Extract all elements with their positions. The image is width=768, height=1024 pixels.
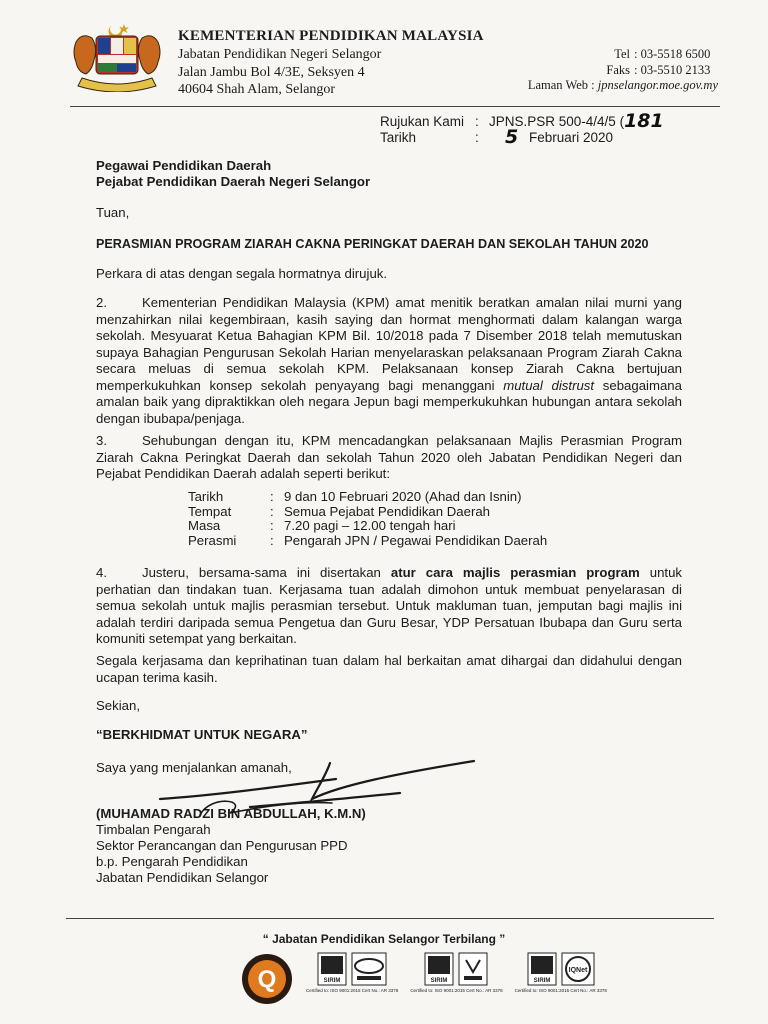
quality-q-logo-icon <box>240 952 294 1006</box>
certification-3-caption: Certified to: ISO 9001:2015 Cert No.: AR 3378 <box>514 988 607 993</box>
event-details <box>188 490 547 548</box>
sirim-text-1: SIRIM <box>323 978 341 984</box>
telephone-value: : 03-5518 6500 <box>634 47 711 61</box>
ukas-logo-icon <box>458 952 488 986</box>
jata-negara-crest-icon <box>68 20 166 92</box>
q-letter: Q <box>257 966 277 993</box>
paragraph-2-italic: mutual distrust <box>503 377 595 393</box>
sirim-text-2: SIRIM <box>431 978 448 984</box>
signatory-title-2: Sektor Perancangan dan Pengurusan PPD <box>96 838 348 853</box>
detail-label: Masa <box>188 518 221 533</box>
paragraph-4-text-b: untuk perhatian dan tindakan tuan. Kerjasama tuan adalah dimohon untuk membuat penyelarasan di semua sekolah untuk majlis perasmian tersebut. Untuk makluman tuan, jemputan bagi majlis ini adalah terdiri daripada semua Pengetua dan Guru Besar, YDP Persatuan Ibubapa dan Guru serta komuniti setempat yang berkaitan. <box>96 565 682 646</box>
letter-motto: “BERKHIDMAT UNTUK NEGARA” <box>96 727 308 742</box>
header-divider <box>70 106 720 107</box>
footer-divider <box>66 918 714 919</box>
subject-heading: PERASMIAN PROGRAM ZIARAH CAKNA PERINGKAT DAERAH DAN SEKOLAH TAHUN 2020 <box>96 237 649 251</box>
detail-row <box>188 505 547 520</box>
detail-row <box>188 519 547 534</box>
paragraph-4 <box>96 565 682 648</box>
fax <box>520 63 718 78</box>
paragraph-2 <box>96 295 682 427</box>
paragraph-2-text-a: Kementerian Pendidikan Malaysia (KPM) amat menitik beratkan amalan nilai murni yang menzahirkan nilai kegembiraan, kasih saying dan hormat menghormati dalam kalangan warga sekolah. Mesyuarat Ketua Bahagian KPM Bil. 10/2018 pada 7 Disember 2018 telah memutuskan supaya Bahagian Pengurusan Sekolah Harian menyelaraskan pelaksanaan Program Ziarah Cakna secara meluas di semua sekolah KPM. Pelaksanaan konsep Ziarah Cakna bertujuan memperkukuhkan konsep sekolah penyayang bagi menanggani <box>96 295 682 393</box>
certification-3 <box>515 952 607 993</box>
detail-row <box>188 490 547 505</box>
reference-label: Rujukan Kami <box>380 114 465 129</box>
website <box>520 78 718 93</box>
paragraph-4-text-a: Justeru, bersama-sama ini disertakan <box>142 565 381 580</box>
signatory-block <box>96 806 366 886</box>
sirim-logo-icon <box>317 952 347 986</box>
paragraph-3-text: Sehubungan dengan itu, KPM mencadangkan pelaksanaan Majlis Perasmian Program Ziarah Cakna Peringkat Daerah dan sekolah Tahun 2020 oleh Jabatan Pendidikan Negeri dan Pejabat Pendidikan Daerah adalah seperti berikut: <box>96 433 682 481</box>
detail-label: Tarikh <box>188 489 224 504</box>
paragraph-3-number: 3. <box>96 433 107 448</box>
closing: Sekian, <box>96 698 140 713</box>
detail-value: 9 dan 10 Februari 2020 (Ahad dan Isnin) <box>284 489 522 504</box>
sirim-logo-icon <box>527 952 557 986</box>
footer-motto: “ Jabatan Pendidikan Selangor Terbilang ” <box>262 932 506 946</box>
reference-handwritten-number: 181 <box>624 110 664 132</box>
address-line-1: Jalan Jambu Bol 4/3E, Seksyen 4 <box>178 65 365 80</box>
website-link[interactable]: jpnselangor.moe.gov.my <box>597 78 718 92</box>
detail-label: Tempat <box>188 503 232 519</box>
paragraph-4-number: 4. <box>96 565 107 580</box>
sirim-text-3: SIRIM <box>533 978 551 984</box>
sirim-logo-icon <box>424 952 454 986</box>
detail-value: Pengarah JPN / Pegawai Pendidikan Daerah <box>284 532 548 548</box>
certification-1-caption: Certified to: ISO 9001:2015 Cert No.: AR 3378 <box>306 988 399 993</box>
signatory-title-1: Timbalan Pengarah <box>96 822 211 837</box>
fax-label: Faks <box>606 63 630 77</box>
paragraph-1: Perkara di atas dengan segala hormatnya dirujuk. <box>96 266 388 281</box>
paragraph-2-text-b: sebagaimana amalan baik yang dipraktikkan oleh negara Jepun bagi memperkukuhkan hubungan antara sekolah dengan ibubapa/penjaga. <box>96 377 682 426</box>
ministry-name: KEMENTERIAN PENDIDIKAN MALAYSIA <box>178 28 484 44</box>
paragraph-5: Segala kerjasama dan keprihatinan tuan dalam hal berkaitan amat dihargai dan didahului dengan ucapan terima kasih. <box>96 653 682 685</box>
date-value: Februari 2020 <box>529 130 614 145</box>
paragraph-3 <box>96 433 682 483</box>
paragraph-4-bold: atur cara majlis perasmian program <box>390 565 640 580</box>
detail-value: 7.20 pagi – 12.00 tengah hari <box>284 518 456 533</box>
reference-separator: : <box>475 114 479 129</box>
department-name: Jabatan Pendidikan Negeri Selangor <box>178 47 382 62</box>
address-line-2: 40604 Shah Alam, Selangor <box>178 82 336 97</box>
website-label: Laman Web : <box>527 78 595 92</box>
detail-separator: : <box>270 489 274 504</box>
trust-line: Saya yang menjalankan amanah, <box>96 760 292 775</box>
fax-value: : 03-5510 2133 <box>634 63 711 77</box>
date-handwritten-day: 5 <box>505 126 519 148</box>
salutation: Tuan, <box>96 205 130 220</box>
iqnet-logo-icon <box>561 952 595 986</box>
date-label: Tarikh <box>380 130 417 145</box>
detail-value: Semua Pejabat Pendidikan Daerah <box>284 503 491 519</box>
signatory-title-3: b.p. Pengarah Pendidikan <box>96 854 248 869</box>
detail-row <box>188 534 547 549</box>
standard-logo-icon <box>351 952 387 986</box>
signatory-name: (MUHAMAD RADZI BIN ABDULLAH, K.M.N) <box>96 806 366 821</box>
telephone-label: Tel <box>614 47 630 61</box>
recipient-line-2: Pejabat Pendidikan Daerah Negeri Selangor <box>96 174 371 189</box>
detail-separator: : <box>270 503 274 519</box>
telephone <box>520 47 718 62</box>
reference-value: JPNS.PSR 500-4/4/5 ( <box>489 114 625 129</box>
detail-label: Perasmi <box>188 532 237 548</box>
letter-date <box>380 126 614 148</box>
recipient-line-1: Pegawai Pendidikan Daerah <box>96 158 272 173</box>
certification-logos <box>240 952 607 1006</box>
date-separator: : <box>475 130 479 145</box>
certification-2 <box>410 952 502 993</box>
detail-separator: : <box>270 532 274 548</box>
signatory-title-4: Jabatan Pendidikan Selangor <box>96 870 269 885</box>
iqnet-text: IQNet <box>568 967 588 974</box>
detail-separator: : <box>270 518 274 533</box>
certification-1 <box>306 952 398 993</box>
certification-2-caption: Certified to: ISO 9001:2015 Cert No.: AR 3378 <box>410 988 503 993</box>
paragraph-2-number: 2. <box>96 295 107 310</box>
